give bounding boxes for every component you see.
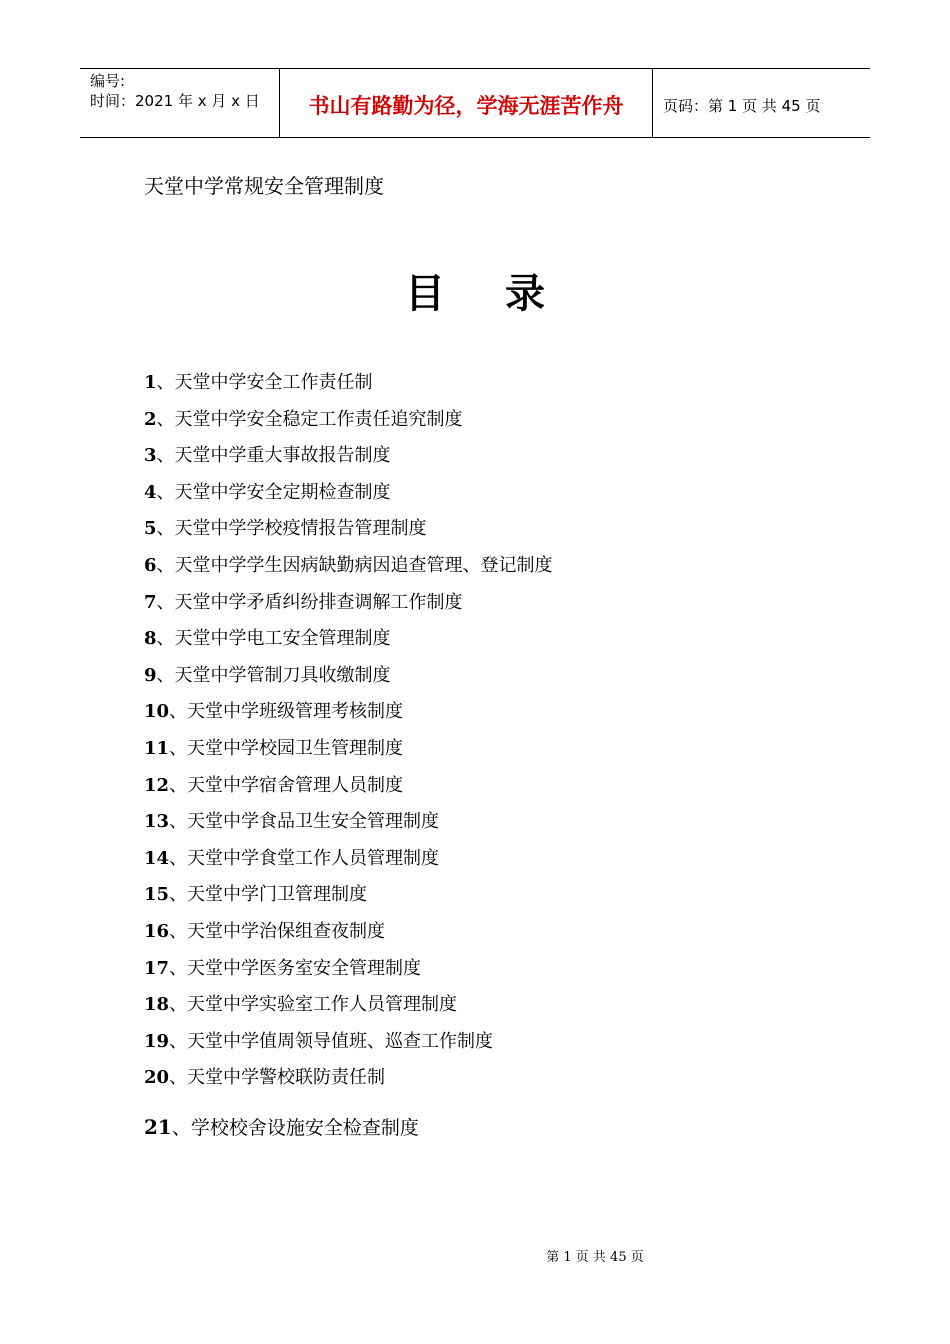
- toc-item-number: 4: [144, 481, 157, 503]
- header-page-info: 页码：第 1 页 共 45 页: [663, 96, 821, 115]
- toc-item-text: 、天堂中学学校疫情报告管理制度: [156, 518, 427, 540]
- toc-item[interactable]: [144, 807, 553, 844]
- toc-item-number: 13: [144, 811, 170, 833]
- table-of-contents: [144, 368, 553, 1148]
- toc-item[interactable]: [144, 844, 553, 881]
- toc-item-text: 、天堂中学医务室安全管理制度: [169, 957, 422, 979]
- toc-item-text: 、天堂中学宿舍管理人员制度: [169, 774, 404, 796]
- toc-item[interactable]: [144, 624, 553, 661]
- toc-item-text: 、学校校舍设施安全检查制度: [171, 1116, 419, 1139]
- toc-item[interactable]: [144, 551, 553, 588]
- time-label: 时间：2021 年 x 月 x 日: [90, 92, 260, 110]
- toc-item-text: 、天堂中学食堂工作人员管理制度: [169, 847, 440, 869]
- toc-item-number: 14: [144, 847, 170, 869]
- toc-item[interactable]: [144, 405, 553, 442]
- toc-item-number: 21: [144, 1114, 172, 1139]
- toc-item[interactable]: [144, 954, 553, 991]
- toc-item-number: 1: [144, 372, 157, 393]
- toc-item[interactable]: [144, 441, 553, 478]
- toc-item[interactable]: [144, 478, 553, 515]
- toc-item[interactable]: [144, 917, 553, 954]
- toc-item-text: 、天堂中学实验室工作人员管理制度: [169, 994, 458, 1016]
- toc-item-number: 5: [144, 518, 157, 540]
- toc-item-number: 17: [144, 957, 170, 979]
- toc-item-number: 18: [144, 994, 170, 1016]
- toc-item-text: 、天堂中学安全定期检查制度: [156, 481, 391, 503]
- toc-item-number: 11: [144, 737, 170, 759]
- toc-item[interactable]: [144, 368, 553, 405]
- toc-item[interactable]: [144, 771, 553, 808]
- toc-item-number: 2: [144, 408, 157, 430]
- toc-item[interactable]: [144, 697, 553, 734]
- toc-item-text: 、天堂中学安全工作责任制: [156, 372, 373, 393]
- toc-item-text: 、天堂中学矛盾纠纷排查调解工作制度: [156, 591, 463, 613]
- toc-item-text: 、天堂中学校园卫生管理制度: [169, 737, 404, 759]
- toc-item-text: 、天堂中学学生因病缺勤病因追查管理、登记制度: [156, 554, 553, 576]
- toc-item-number: 8: [144, 628, 157, 650]
- toc-item-text: 、天堂中学值周领导值班、巡查工作制度: [169, 1030, 494, 1052]
- toc-item[interactable]: [144, 1027, 553, 1064]
- toc-item-text: 、天堂中学管制刀具收缴制度: [156, 664, 391, 686]
- toc-item-text: 、天堂中学警校联防责任制: [169, 1067, 386, 1089]
- document-title: 天堂中学常规安全管理制度: [144, 174, 384, 198]
- toc-item[interactable]: [144, 734, 553, 771]
- toc-heading: 目录: [405, 270, 605, 317]
- toc-item[interactable]: [144, 1063, 553, 1100]
- toc-item[interactable]: [144, 588, 553, 625]
- number-label: 编号:: [90, 72, 126, 90]
- page-header: [80, 68, 870, 138]
- toc-item[interactable]: [144, 514, 553, 551]
- toc-item-number: 19: [144, 1030, 170, 1052]
- toc-item-number: 10: [144, 701, 170, 723]
- toc-item[interactable]: [144, 990, 553, 1027]
- toc-item-text: 、天堂中学治保组查夜制度: [169, 920, 386, 942]
- toc-item-number: 15: [144, 884, 170, 906]
- page-footer: 第 1 页 共 45 页: [546, 1250, 644, 1265]
- toc-item-number: 9: [144, 664, 157, 686]
- toc-item-number: 3: [144, 445, 157, 467]
- toc-item-number: 12: [144, 774, 170, 796]
- toc-item[interactable]: [144, 880, 553, 917]
- header-meta: [80, 69, 280, 137]
- toc-item[interactable]: [144, 1112, 553, 1149]
- toc-item-text: 、天堂中学门卫管理制度: [169, 884, 368, 906]
- toc-item-text: 、天堂中学班级管理考核制度: [169, 701, 404, 723]
- toc-item-text: 、天堂中学安全稳定工作责任追究制度: [156, 408, 463, 430]
- toc-item-text: 、天堂中学重大事故报告制度: [156, 445, 391, 467]
- header-motto: 书山有路勤为径，学海无涯苦作舟: [280, 69, 653, 137]
- toc-item-number: 16: [144, 920, 170, 942]
- toc-item-number: 6: [144, 554, 157, 576]
- toc-item[interactable]: [144, 661, 553, 698]
- toc-item-text: 、天堂中学电工安全管理制度: [156, 628, 391, 650]
- toc-item-number: 20: [144, 1067, 170, 1089]
- toc-item-number: 7: [144, 591, 157, 613]
- toc-item-text: 、天堂中学食品卫生安全管理制度: [169, 811, 440, 833]
